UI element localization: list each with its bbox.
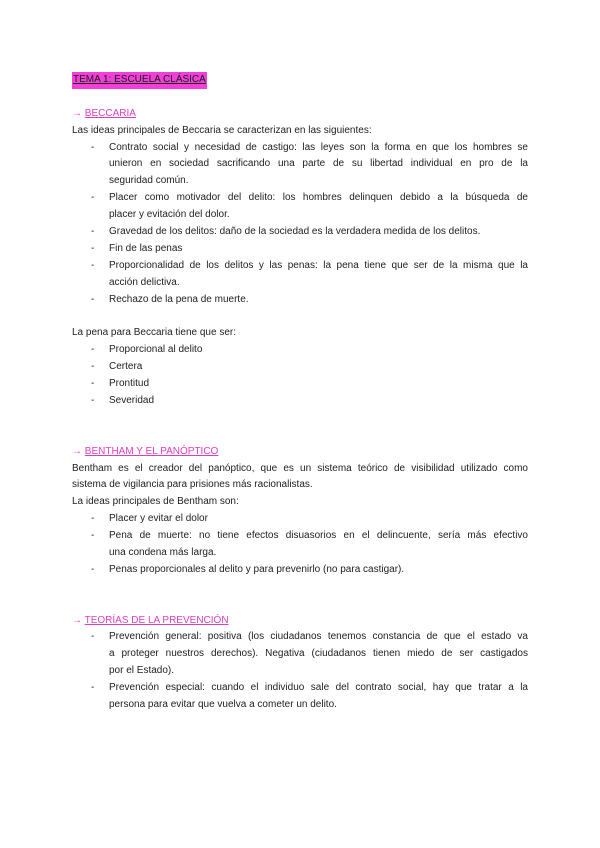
bullet-dash: -: [91, 631, 95, 643]
list-item: [72, 376, 528, 393]
bullet-dash: -: [91, 293, 95, 305]
bullet-dash: -: [91, 141, 95, 153]
list-item: [72, 511, 528, 528]
list-item-line: a proteger nuestros derechos). Negativa (ciudadanos tienen miedo de ser castigados: [109, 648, 528, 660]
bentham-intro-line: Bentham es el creador del panóptico, que es un sistema teórico de visibilidad utilizado como: [72, 462, 528, 474]
section-heading-beccaria: [72, 106, 528, 123]
section-heading-text: BENTHAM Y EL PANÓPTICO: [84, 445, 219, 457]
list-item-line: Prevención general: positiva (los ciudadanos tenemos constancia de que el estado va: [109, 631, 528, 643]
bullet-dash: -: [91, 682, 95, 694]
list-item-line: Rechazo de la pena de muerte.: [109, 293, 249, 305]
bullet-dash: -: [91, 259, 95, 271]
pena-intro: La pena para Beccaria tiene que ser:: [72, 327, 236, 339]
list-item: [72, 528, 528, 562]
bullet-dash: -: [91, 530, 95, 542]
list-item-line: persona para evitar que vuelva a cometer un delito.: [109, 698, 337, 710]
bullet-dash: -: [91, 394, 95, 406]
list-item-line: placer y evitación del dolor.: [109, 209, 230, 221]
list-item-line: Prevención especial: cuando el individuo sale del contrato social, hay que tratar a la: [109, 682, 528, 694]
list-item-line: Fin de las penas: [109, 242, 183, 254]
list-item-line: seguridad común.: [109, 175, 189, 187]
bullet-dash: -: [91, 361, 95, 373]
bullet-dash: -: [91, 344, 95, 356]
list-item: [72, 342, 528, 359]
list-item: [72, 629, 528, 680]
bullet-dash: -: [91, 242, 95, 254]
list-item-line: por el Estado).: [109, 665, 175, 677]
arrow-icon: →: [72, 107, 82, 119]
list-item: [72, 292, 528, 309]
list-item: [72, 241, 528, 258]
list-item-line: Contrato social y necesidad de castigo: las leyes son la forma en que los hombres se: [109, 141, 528, 153]
prevencion-list: [72, 629, 528, 713]
bentham-ideas-intro: La ideas principales de Bentham son:: [72, 496, 239, 508]
bullet-dash: -: [91, 513, 95, 525]
section-heading-text: TEORÍAS DE LA PREVENCIÓN: [84, 614, 229, 626]
list-item-line: Severidad: [109, 394, 155, 406]
bullet-dash: -: [91, 378, 95, 390]
arrow-icon: →: [72, 614, 82, 626]
list-item-line: una condena más larga.: [109, 546, 217, 558]
list-item: [72, 258, 528, 292]
list-item: [72, 393, 528, 410]
list-item: [72, 359, 528, 376]
pena-list: [72, 342, 528, 410]
list-item-line: Certera: [109, 361, 143, 373]
list-item: [72, 140, 528, 191]
beccaria-intro: Las ideas principales de Beccaria se caracterizan en las siguientes:: [72, 124, 372, 136]
list-item-line: acción delictiva.: [109, 276, 180, 288]
section-heading-bentham: [72, 444, 528, 461]
list-item-line: Placer como motivador del delito: los hombres delinquen debido a la búsqueda de: [109, 192, 528, 204]
bentham-intro-line: sistema de vigilancia para prisiones más racionalistas.: [72, 479, 313, 491]
title-line: [72, 72, 528, 89]
bentham-ideas-list: [72, 511, 528, 579]
section-heading-text: BECCARIA: [84, 107, 136, 119]
list-item-line: Prontitud: [109, 378, 150, 390]
list-item: [72, 680, 528, 714]
page-title: TEMA 1: ESCUELA CLÁSICA: [72, 72, 207, 89]
bullet-dash: -: [91, 192, 95, 204]
bullet-dash: -: [91, 226, 95, 238]
bullet-dash: -: [91, 563, 95, 575]
list-item-line: Gravedad de los delitos: daño de la sociedad es la verdadera medida de los delitos.: [109, 226, 481, 238]
list-item-line: Pena de muerte: no tiene efectos disuasorios en el delincuente, sería más efectivo: [109, 530, 528, 542]
list-item: [72, 224, 528, 241]
section-heading-prevencion: [72, 613, 528, 630]
list-item-line: Placer y evitar el dolor: [109, 513, 208, 525]
arrow-icon: →: [72, 445, 82, 457]
list-item-line: Proporcional al delito: [109, 344, 203, 356]
list-item-line: unieron en sociedad sacrificando una parte de su libertad individual en pro de la: [109, 158, 528, 170]
list-item: [72, 562, 528, 579]
list-item-line: Penas proporcionales al delito y para prevenirlo (no para castigar).: [109, 563, 405, 575]
list-item-line: Proporcionalidad de los delitos y las penas: la pena tiene que ser de la misma que la: [109, 259, 528, 271]
list-item: [72, 190, 528, 224]
beccaria-ideas-list: [72, 140, 528, 309]
